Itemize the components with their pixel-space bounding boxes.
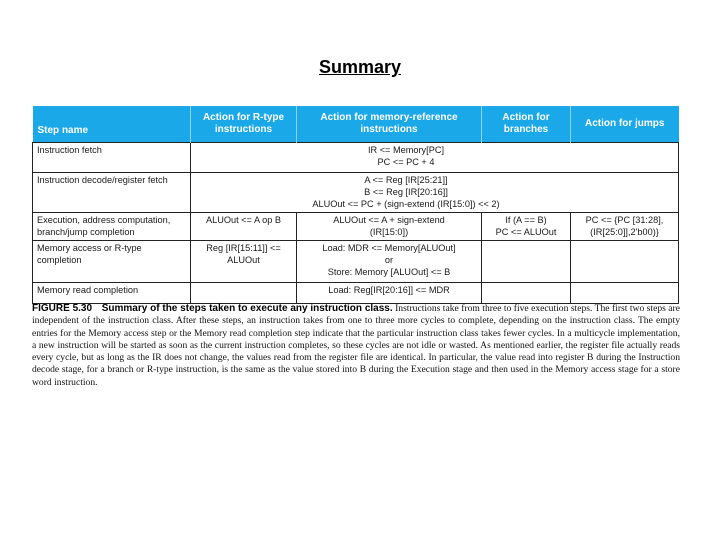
step-name-cell: Memory read completion (33, 283, 191, 304)
rtype-action-cell (191, 241, 297, 283)
figure-title: Summary of the steps taken to execute any instruction class. (101, 303, 393, 314)
action-line: If (A == B) (505, 215, 547, 225)
table-row (33, 173, 679, 213)
action-line: ALUOut <= A op B (205, 215, 282, 225)
action-line: Load: MDR <= Memory[ALUOut] (322, 243, 456, 253)
action-line: Load: Reg[IR[20:16]] <= MDR (328, 285, 450, 295)
step-name-cell: Instruction fetch (33, 143, 191, 173)
step-name-cell: Instruction decode/register fetch (33, 173, 191, 213)
steps-summary-table (32, 106, 679, 304)
shared-action-cell (191, 173, 679, 213)
caption-body: Instructions take from three to five execution steps. The first two steps are independent of the instruction class. After these steps, an instruction takes from one to three more cycles to complete, depending on the instruction class. The empty entries for the Memory access step or the Memory read completion step indicate that the particular instruction class takes fewer cycles. In a multicycle implementation, a new instruction will be started as soon as the current instruction completes, so these cycles are not idle or wasted. As mentioned earlier, the register file actually reads every cycle, but as long as the IR does not change, the values read from the register file are identical. In particular, the value read into register B during the Instruction decode stage, for a branch or R-type instruction, is the same as the value stored into B during the Execution stage and then used in the Memory access stage for a store word instruction. (32, 303, 681, 388)
table-header-row (33, 106, 679, 143)
action-line: PC <= ALUOut (495, 227, 557, 237)
slide-title: Summary (318, 57, 402, 77)
figure-caption (32, 303, 680, 389)
header-step-name: Step name (33, 106, 191, 143)
action-line: Reg [IR[15:11]] <= (206, 243, 281, 253)
header-branches: Action for branches (482, 106, 571, 143)
shared-action-cell (191, 143, 679, 173)
step-name-cell: Execution, address computation, branch/jump completion (33, 213, 191, 241)
action-line: ALUOut <= PC + (sign-extend (IR[15:0]) << 2) (312, 199, 500, 209)
branch-action-cell (482, 241, 571, 283)
rtype-action-cell (191, 283, 297, 304)
rtype-action-cell (191, 213, 297, 241)
memref-action-cell (297, 241, 482, 283)
action-line: ALUOut <= A + sign-extend (333, 215, 445, 225)
jump-action-cell (571, 283, 679, 304)
table-row (33, 241, 679, 283)
action-line: A <= Reg [IR[25:21]] (364, 175, 448, 185)
header-rtype: Action for R-type instructions (191, 106, 297, 143)
header-jumps: Action for jumps (571, 106, 679, 143)
action-line: (IR[25:0]],2'b00)} (590, 227, 659, 237)
table-row (33, 143, 679, 173)
action-line: Store: Memory [ALUOut] <= B (327, 267, 451, 277)
branch-action-cell (482, 283, 571, 304)
figure-label: FIGURE 5.30 (32, 303, 93, 314)
action-line: PC <= PC + 4 (377, 157, 435, 167)
table-row (33, 283, 679, 304)
action-line: (IR[15:0]) (369, 227, 409, 237)
jump-action-cell (571, 241, 679, 283)
step-name-cell: Memory access or R-type completion (33, 241, 191, 283)
action-line: PC <= {PC [31:28], (585, 215, 664, 225)
memref-action-cell (297, 213, 482, 241)
action-line: or (384, 255, 394, 265)
action-line: B <= Reg [IR[20:16]] (364, 187, 448, 197)
action-line: ALUOut (227, 255, 260, 265)
branch-action-cell (482, 213, 571, 241)
memref-action-cell (297, 283, 482, 304)
table-row (33, 213, 679, 241)
jump-action-cell (571, 213, 679, 241)
header-memref: Action for memory-reference instructions (297, 106, 482, 143)
action-line: IR <= Memory[PC] (367, 145, 445, 155)
